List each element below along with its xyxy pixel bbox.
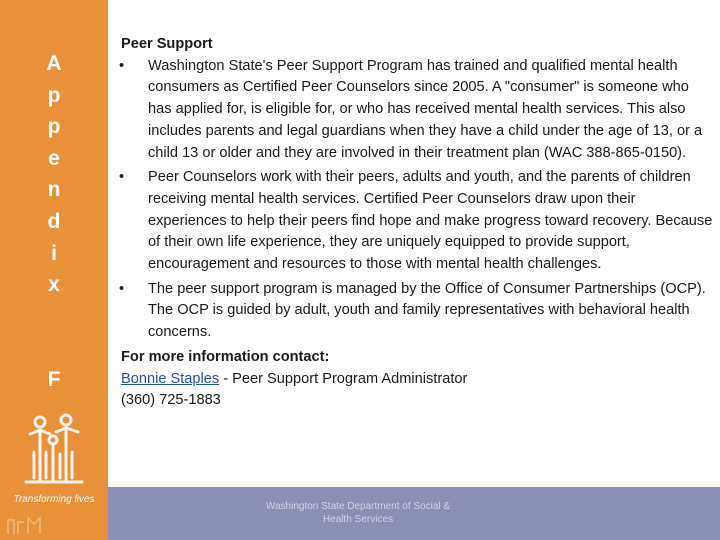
tagline: Transforming lives bbox=[13, 494, 95, 505]
list-item bbox=[121, 279, 713, 344]
list-item-text: Washington State's Peer Support Program has trained and qualified mental health consumers as Certified Peer Counselors since 2005. A "consumer" is someone who has applied for, is eligible for, or who has received mental health services. This also includes parents and legal guardians when they have a child under the age of 13, or a child 13 or older and they are involved in their treatment plan (WAC 388-865-0150). bbox=[148, 57, 703, 161]
list-item-text: The peer support program is managed by the Office of Consumer Partnerships (OCP). The OCP is guided by adult, youth and family representatives with behavioral health concerns. bbox=[148, 280, 706, 341]
bullet-icon: • bbox=[119, 280, 125, 297]
sidebar-letter: p bbox=[47, 83, 61, 107]
list-item bbox=[121, 56, 713, 165]
contact-name-link[interactable]: Bonnie Staples bbox=[121, 370, 220, 387]
footer-line: Health Services bbox=[322, 514, 394, 525]
bullet-icon: • bbox=[119, 57, 125, 74]
contact-line bbox=[121, 369, 713, 391]
footer-bar bbox=[108, 487, 720, 540]
sidebar-letter: e bbox=[48, 146, 60, 170]
sidebar-title-appendix bbox=[0, 48, 108, 301]
contact-phone: (360) 725-1883 bbox=[121, 392, 221, 409]
faded-logo-icon bbox=[4, 514, 44, 536]
main-content bbox=[121, 34, 713, 412]
bullet-list bbox=[121, 56, 713, 344]
sidebar-letter: p bbox=[47, 115, 61, 139]
sidebar-letter-f: F bbox=[47, 368, 61, 391]
sidebar-letter: x bbox=[48, 273, 60, 297]
sidebar bbox=[0, 0, 108, 540]
bullet-icon: • bbox=[119, 169, 125, 186]
list-item-text: Peer Counselors work with their peers, adults and youth, and the parents of children receiving mental health services. Certified Peer Counselors draw upon their experiences to help their peers find hope and make progress toward recovery. Because of their own life experience, they are uniquely equipped to provide support, encouragement and resources to those with mental health challenges. bbox=[148, 169, 713, 273]
footer-line: Washington State Department of Social & bbox=[265, 501, 451, 512]
contact-role: - Peer Support Program Administrator bbox=[219, 370, 468, 387]
list-item bbox=[121, 167, 713, 276]
sidebar-letter: A bbox=[46, 52, 62, 75]
sidebar-letter: n bbox=[47, 178, 61, 202]
footer-text bbox=[248, 500, 468, 526]
family-figures-logo-icon bbox=[22, 410, 86, 490]
sidebar-letter: i bbox=[51, 241, 57, 265]
contact-heading: For more information contact: bbox=[121, 348, 330, 365]
sidebar-letter: d bbox=[47, 209, 61, 233]
section-heading: Peer Support bbox=[121, 36, 213, 52]
